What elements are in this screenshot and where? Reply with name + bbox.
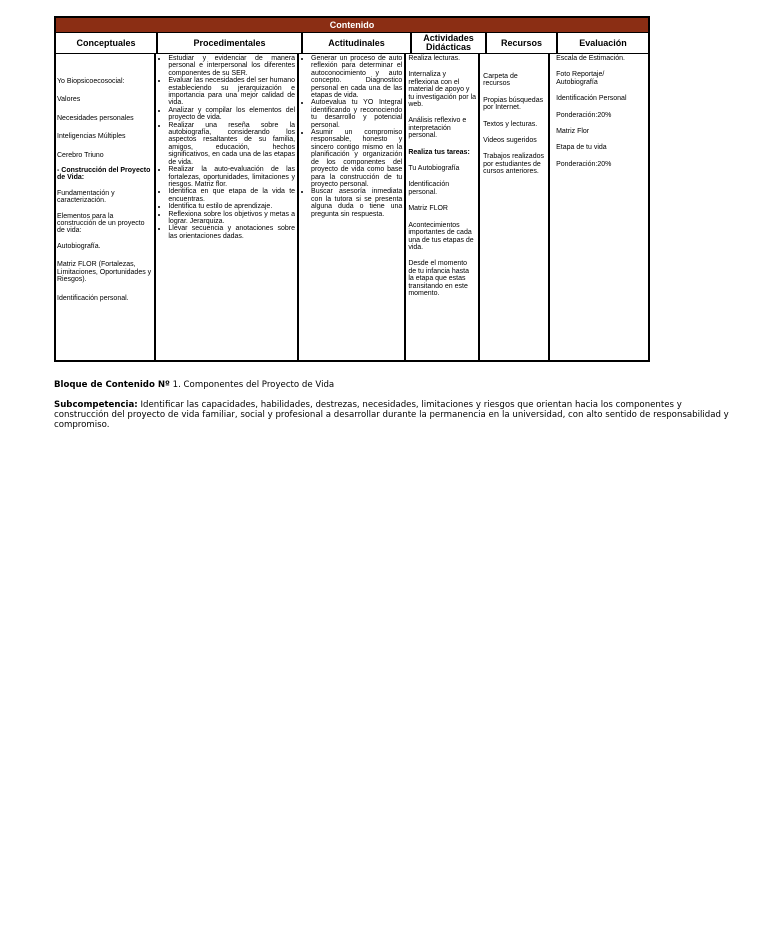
subcompetencia-label: Subcompetencia: xyxy=(54,400,138,410)
list-item: Tu Autobiografía xyxy=(408,165,460,173)
list-item: - Construcción del Proyecto de Vida: xyxy=(57,167,151,182)
table-body-row xyxy=(56,54,648,360)
list-item: Identificación Personal xyxy=(556,95,627,103)
list-item: Propias búsquedas por Internet. xyxy=(483,96,544,112)
header-actitudinales: Actitudinales xyxy=(303,33,412,53)
list-item: Ponderación:20% xyxy=(556,160,612,168)
list-item: • Reflexiona sobre los objetivos y metas a lograr. Jerarquiza. xyxy=(168,211,295,226)
list-item: Yo Biopsicoecosocial: xyxy=(57,78,125,85)
list-item: Escala de Estimación. xyxy=(556,55,625,62)
list-item: • Analizar y compilar los elementos del proyecto de vida. xyxy=(168,107,295,122)
subcompetencia-text: Identificar las capacidades, habilidades, destrezas, necesidades, limitaciones y riesgos que orientan hacia los componentes y construcción del proyecto de vida familiar, social y profesional a desarrollar durante la permanencia en la universidad, con alto sentido de responsabilidad y compromiso. xyxy=(54,400,729,430)
list-item: Ponderación:20% xyxy=(556,111,612,119)
list-item: Inteligencias Múltiples xyxy=(57,133,126,141)
bloque-number: 1. xyxy=(172,380,181,390)
header-procedimentales: Procedimentales xyxy=(158,33,303,53)
subcompetencia-paragraph xyxy=(54,400,734,430)
cell-procedimentales xyxy=(156,54,299,360)
list-item: Autobiografía. xyxy=(57,242,101,250)
table-title: Contenido xyxy=(56,18,648,33)
list-item: Cerebro Triuno xyxy=(57,151,104,159)
procedimentales-list xyxy=(158,55,295,240)
cell-actitudinales xyxy=(299,54,406,360)
list-item: • Realizar la auto-evaluación de las fortalezas, oportunidades, limitaciones y riesgos. Matriz flor. xyxy=(168,166,295,188)
list-item: Textos y lecturas. xyxy=(483,120,538,128)
bloque-label: Bloque de Contenido Nº xyxy=(54,380,170,390)
list-item: • Evaluar las necesidades del ser humano estableciendo su jerarquización e importancia para una mejor calidad de vida. xyxy=(168,77,295,107)
list-item: Foto Reportaje/ Autobiografía xyxy=(556,71,605,86)
list-item: • Llevar secuencia y anotaciones sobre las orientaciones dadas. xyxy=(168,225,295,240)
list-item: Desde el momento de tu infancia hasta la etapa que estas transitando en este momento. xyxy=(408,260,470,297)
cell-conceptuales xyxy=(56,54,156,360)
list-item: Fundamentación y caracterización. xyxy=(57,189,115,205)
list-item: Internaliza y reflexiona con el material de apoyo y tu investigación por la web. xyxy=(408,71,477,109)
list-item: Videos sugeridos xyxy=(483,137,537,145)
list-item: Valores xyxy=(57,96,81,104)
list-item: • Autoevalua tu YO Integral identificando y reconociendo tu desarrollo y potencial personal. xyxy=(311,99,402,129)
list-item: Identificación personal. xyxy=(57,294,129,302)
cell-actividades xyxy=(406,54,480,360)
list-item: Necesidades personales xyxy=(57,114,134,122)
list-item: • Identifica tu estilo de aprendizaje. xyxy=(168,203,295,210)
list-item: • Estudiar y evidenciar de manera personal e interpersonal los diferentes componentes de su SER. xyxy=(168,55,295,77)
list-item: Realiza lecturas. xyxy=(408,55,461,62)
list-item: Matriz FLOR xyxy=(408,205,448,213)
content-block-section xyxy=(54,380,734,430)
list-item: Matriz Flor xyxy=(556,128,590,136)
list-item: • Realizar una reseña sobre la autobiografía, considerando los aspectos resaltantes de su familia, amigos, educación, hechos significativos, en cada una de las etapas de vida. xyxy=(168,122,295,166)
header-actividades: Actividades Didácticas xyxy=(412,33,487,53)
list-item: Acontecimientos importantes de cada una de tus etapas de vida. xyxy=(408,221,474,251)
list-item: Realiza tus tareas: xyxy=(408,148,470,156)
list-item: Identificación personal. xyxy=(408,181,450,196)
header-recursos: Recursos xyxy=(487,33,558,53)
bloque-heading xyxy=(54,380,734,390)
list-item: Carpeta de recursos xyxy=(483,73,518,88)
cell-evaluacion xyxy=(550,54,648,360)
cell-recursos xyxy=(480,54,550,360)
content-table xyxy=(54,16,650,362)
header-evaluacion: Evaluación xyxy=(579,37,627,48)
header-conceptuales: Conceptuales xyxy=(56,33,158,53)
list-item: Matriz FLOR (Fortalezas, Limitaciones, Oportunidades y Riesgos). xyxy=(57,261,152,284)
list-item: Análisis reflexivo e interpretación personal. xyxy=(408,117,467,140)
actitudinales-list xyxy=(301,55,402,218)
list-item: Elementos para la construcción de un proyecto de vida: xyxy=(57,212,145,235)
list-item: • Identifica en que etapa de la vida te encuentras. xyxy=(168,188,295,203)
bloque-text: Componentes del Proyecto de Vida xyxy=(180,380,335,390)
list-item: Etapa de tu vida xyxy=(556,144,607,152)
table-header-row xyxy=(56,33,648,54)
list-item: • Buscar asesoría inmediata con la tutora si se presenta alguna duda o tiene una pregunta sin respuesta. xyxy=(311,188,402,218)
list-item: • Asumir un compromiso responsable, honesto y sincero contigo mismo en la planificación y organización de los componentes del proyecto de vida como base para la construcción de tu proyecto personal. xyxy=(311,129,402,188)
list-item: • Generar un proceso de auto reflexión para determinar el autoconocimiento y auto concepto. Diagnostico personal en cada una de las etapas de vida. xyxy=(311,55,402,99)
list-item: Trabajos realizados por estudiantes de cursos anteriores. xyxy=(483,153,544,176)
